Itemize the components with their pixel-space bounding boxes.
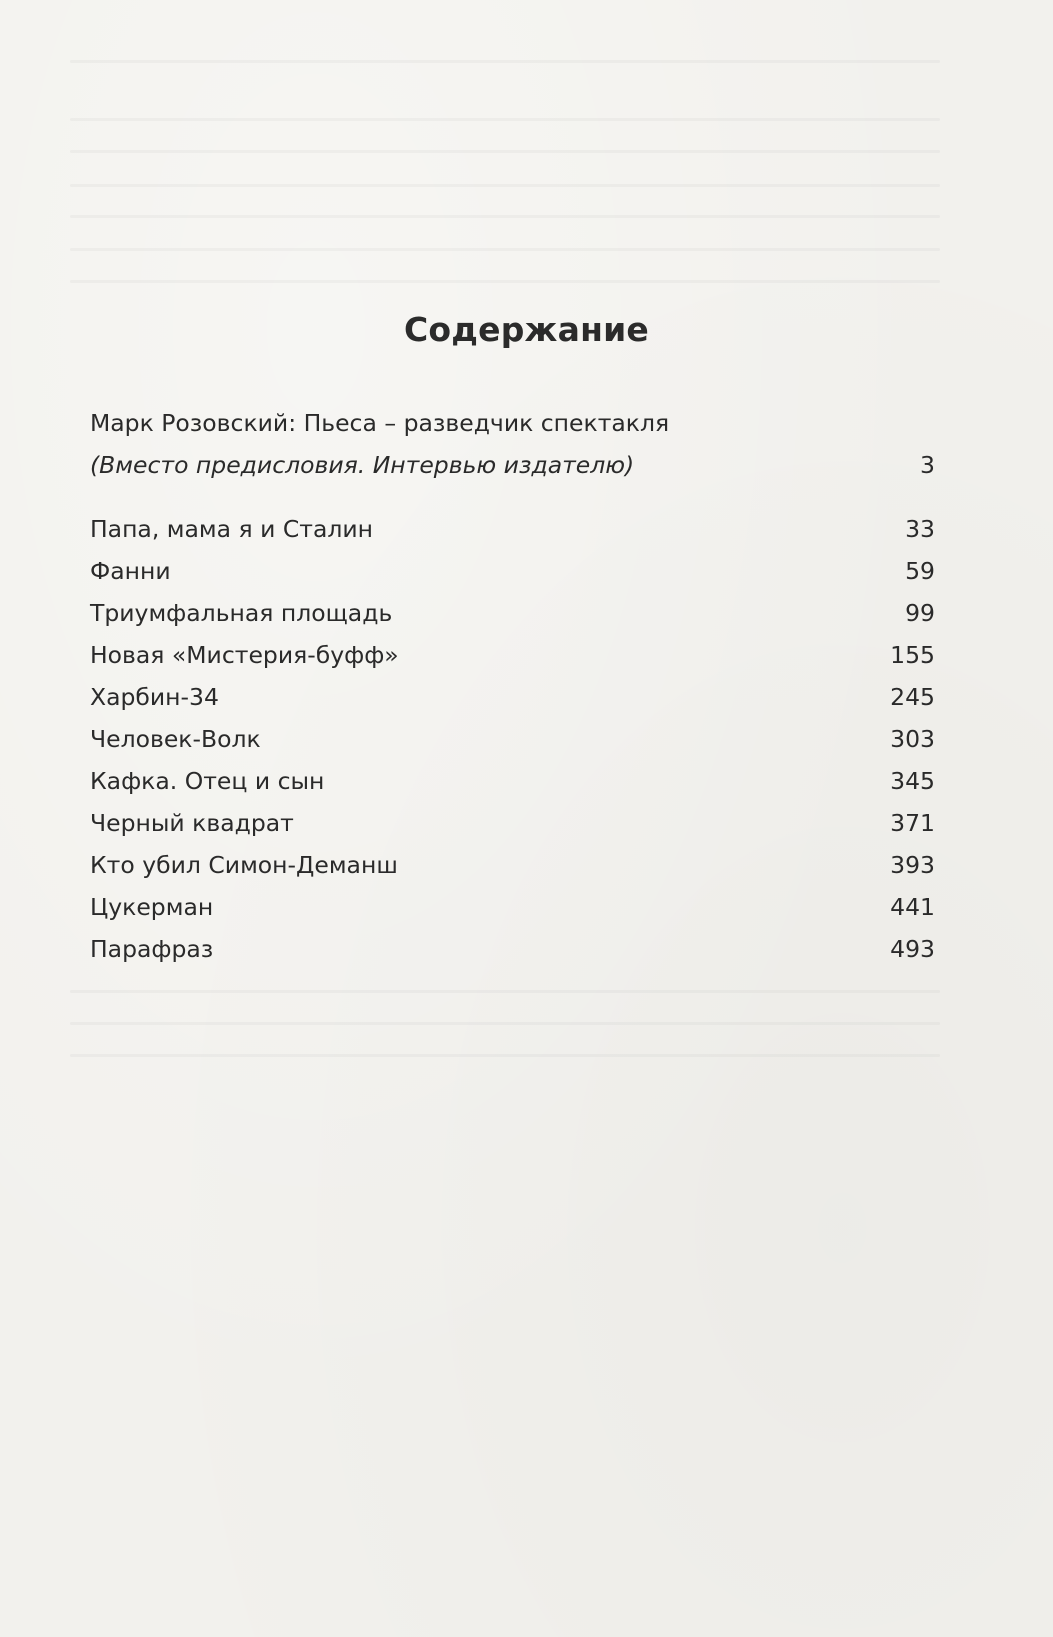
toc-page-number: 3 — [920, 451, 935, 479]
toc-entry-title: Цукерман — [90, 893, 214, 921]
toc-leader-dots — [173, 556, 903, 580]
toc-leader-dots — [221, 682, 888, 706]
toc-entry-title: Фанни — [90, 557, 171, 585]
show-through-line — [70, 215, 940, 218]
toc-page-number: 155 — [890, 641, 935, 669]
show-through-line — [70, 990, 940, 993]
toc-leader-dots — [215, 892, 888, 916]
toc-page-number: 371 — [890, 809, 935, 837]
toc-entry[interactable] — [90, 886, 935, 928]
toc-leader-dots — [326, 766, 888, 790]
show-through-line — [70, 118, 940, 121]
table-of-contents — [90, 402, 935, 970]
show-through-line — [70, 150, 940, 153]
show-through-line — [70, 60, 940, 63]
toc-entry-title: Триумфальная площадь — [90, 599, 393, 627]
toc-entry-title: Кто убил Симон-Деманш — [90, 851, 398, 879]
toc-entry[interactable] — [90, 928, 935, 970]
toc-entry-title: Парафраз — [90, 935, 214, 963]
toc-entry[interactable] — [90, 550, 935, 592]
toc-entry[interactable] — [90, 508, 935, 550]
toc-entry[interactable] — [90, 802, 935, 844]
toc-page-number: 245 — [890, 683, 935, 711]
toc-page-number: 59 — [905, 557, 935, 585]
toc-page-number: 393 — [890, 851, 935, 879]
toc-spacer — [90, 486, 935, 508]
toc-entry[interactable] — [90, 634, 935, 676]
toc-entry[interactable] — [90, 676, 935, 718]
toc-page-number: 345 — [890, 767, 935, 795]
toc-entry-title: Харбин-34 — [90, 683, 219, 711]
toc-preface-subtitle: (Вместо предисловия. Интервью издателю) — [90, 451, 635, 479]
toc-page-number: 441 — [890, 893, 935, 921]
toc-leader-dots — [375, 514, 903, 538]
show-through-line — [70, 248, 940, 251]
toc-leader-dots — [401, 640, 888, 664]
show-through-line — [70, 1022, 940, 1025]
toc-page-number: 493 — [890, 935, 935, 963]
toc-leader-dots — [400, 850, 888, 874]
toc-entry-title: Кафка. Отец и сын — [90, 767, 325, 795]
toc-entry[interactable] — [90, 760, 935, 802]
toc-entry-title: Папа, мама я и Сталин — [90, 515, 374, 543]
toc-entry-title: Человек-Волк — [90, 725, 261, 753]
toc-page-number: 33 — [905, 515, 935, 543]
toc-entry-title: Новая «Мистерия-буфф» — [90, 641, 399, 669]
toc-entry[interactable] — [90, 592, 935, 634]
show-through-line — [70, 280, 940, 283]
toc-page-number: 303 — [890, 725, 935, 753]
toc-preface-title: Марк Розовский: Пьеса – разведчик спектакля — [90, 409, 670, 437]
toc-preface-entry[interactable] — [90, 444, 935, 486]
toc-leader-dots — [636, 450, 918, 474]
toc-page-number: 99 — [905, 599, 935, 627]
toc-entry[interactable] — [90, 718, 935, 760]
toc-leader-dots — [263, 724, 888, 748]
toc-entry-title: Черный квадрат — [90, 809, 294, 837]
toc-leader-dots — [394, 598, 903, 622]
page-title: Содержание — [404, 310, 649, 349]
show-through-line — [70, 184, 940, 187]
toc-leader-dots — [215, 934, 888, 958]
show-through-line — [70, 1054, 940, 1057]
toc-leader-dots — [296, 808, 888, 832]
toc-entry[interactable] — [90, 844, 935, 886]
